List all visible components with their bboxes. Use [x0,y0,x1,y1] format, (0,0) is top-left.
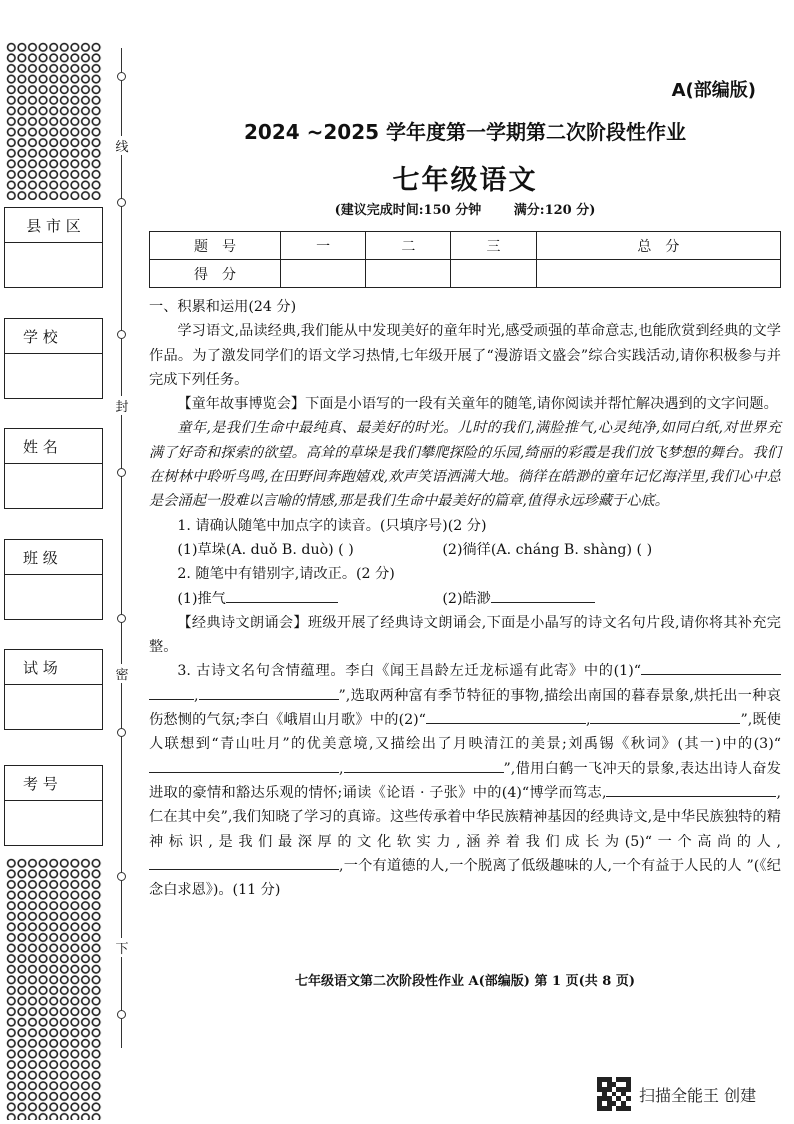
seal-char: 封 [114,396,130,415]
name-label: 姓 名 [5,429,102,464]
task-2-intro: 【经典诗文朗诵会】班级开展了经典诗文朗诵会,下面是小晶写的诗文名句片段,请你将其补充完整。 [149,614,781,656]
school-field[interactable] [4,318,103,399]
seal-circle [117,468,126,477]
county-field[interactable] [4,207,103,288]
score-cell[interactable] [366,260,451,288]
exam-number-field[interactable] [4,765,103,846]
question-3: 3. 古诗文名句含情蕴理。李白《闻王昌龄左迁龙标遥有此寄》中的(1)“, ”,选取两种富有季节特征的事物,描绘出南国的暮春景象,烘托出一种哀伤愁恻的气氛;李白《峨眉山月歌》中的(2)“ , ”,既使人联想到“青山吐月”的优美意境,又描绘出了月映清江的美景;刘禹锡《秋词》(其一)中的(3)“, ”,借用白鹤一飞冲天的景象,表达出诗人奋发进取的豪情和豁达乐观的情怀;诵读《论语 · 子张》中的(4)“博学而笃志, ,仁在其中矣”,我们知晓了学习的真谛。这些传承着中华民族精神基因的经典诗文,是中华民族独特的精神标识,是我们最深厚的文化软实力,涵养着我们成长为(5)“一个高尚的人,,一个有道德的人,一个脱离了低级趣味的人,一个有益于人民的人 ”(《纪念白求恩》)。(11 分) [149,659,781,902]
answer-blank[interactable] [606,782,776,797]
score-table-header: 总 分 [536,232,780,260]
section-1 [149,295,781,902]
seal-circle [117,1010,126,1019]
answer-blank[interactable] [149,758,339,773]
score-table-header-row [150,232,781,260]
school-label: 学 校 [5,319,102,354]
seal-circle [117,872,126,881]
score-table-header: 二 [366,232,451,260]
section-heading: 一、积累和运用(24 分) [149,299,297,315]
section-intro: 学习语文,品读经典,我们能从中发现美好的童年时光,感受顽强的革命意志,也能欣赏到经典的文学作品。为了激发同学们的语文学习热情,七年级开展了“漫游语文盛会”综合实践活动,请你积极参与并完成下列任务。 [149,323,781,388]
childhood-essay: 童年,是我们生命中最纯真、最美好的时光。儿时的我们,满脸推气,心灵纯净,如同白纸,对世界充满了好奇和探索的欲望。高耸的草垛是我们攀爬探险的乐园,绮丽的彩霞是我们放飞梦想的舞台。我们在树林中聆听鸟鸣,在田野间奔跑嬉戏,欢声笑语洒满大地。徜徉在皓渺的童年记忆海洋里,我们心中总是会涌起一股难以言喻的情感,那是我们生命中最美好的篇章,值得永远珍藏于心底。 [149,420,781,510]
score-hint: 满分:120 分) [513,203,596,218]
answer-blank[interactable] [199,685,339,700]
time-info [150,199,780,218]
task-1-intro: 【童年故事博览会】下面是小语写的一段有关童年的随笔,请你阅读并帮忙解决遇到的文字问题。 [177,396,778,413]
score-cell[interactable] [536,260,780,288]
exam-title: 2024 ~2025 学年度第一学期第二次阶段性作业 [243,120,686,144]
seal-char: 下 [114,938,130,957]
answer-blank[interactable] [426,709,586,724]
question-1: 1. 请确认随笔中加点字的读音。(只填序号)(2 分) [177,517,487,534]
subject-title: 七年级语文 [392,165,538,196]
seal-circle [117,614,126,623]
score-table-row [150,260,781,288]
exam-room-field[interactable] [4,649,103,730]
score-cell[interactable] [451,260,536,288]
question-2-part-a: (1)推气 [177,590,226,607]
question-1-options [149,538,781,562]
edition-label: A(部编版) [671,80,756,101]
exam-room-label: 试 场 [5,650,102,685]
answer-blank[interactable] [641,660,781,675]
answer-blank[interactable] [344,758,504,773]
time-hint: (建议完成时间:150 分钟 [334,203,482,218]
score-table-header: 题 号 [150,232,281,260]
question-2-part-b: (2)皓渺 [442,590,491,607]
scanner-watermark [597,1077,756,1111]
scanner-text: 扫描全能王 创建 [639,1085,757,1105]
class-input[interactable] [5,575,102,619]
answer-blank[interactable] [149,685,194,700]
score-cell[interactable] [281,260,366,288]
county-label: 县 市 区 [5,208,102,243]
score-table [149,231,781,288]
question-1-part-a[interactable]: (1)草垛(A. duǒ B. duò) ( ) [177,541,354,558]
score-table-header: 三 [451,232,536,260]
exam-number-label: 考 号 [5,766,102,801]
name-input[interactable] [5,464,102,508]
class-field[interactable] [4,539,103,620]
score-row-label: 得 分 [150,260,281,288]
seal-circle [117,728,126,737]
binding-hole-pattern [6,42,102,200]
name-field[interactable] [4,428,103,509]
class-label: 班 级 [5,540,102,575]
seal-circle [117,198,126,207]
qr-code-icon [597,1077,631,1111]
county-input[interactable] [5,243,102,287]
answer-blank[interactable] [149,855,339,870]
seal-circle [117,330,126,339]
school-input[interactable] [5,354,102,398]
seal-circle [117,72,126,81]
answer-blank[interactable] [491,588,595,603]
question-2: 2. 随笔中有错别字,请改正。(2 分) [177,566,395,583]
exam-room-input[interactable] [5,685,102,729]
answer-blank[interactable] [590,709,740,724]
page-footer: 七年级语文第二次阶段性作业 A(部编版) 第 1 页(共 8 页) [295,974,635,989]
answer-blank[interactable] [226,588,338,603]
binding-hole-pattern [6,858,102,1120]
seal-char: 密 [114,664,130,683]
question-1-part-b[interactable]: (2)徜徉(A. cháng B. shàng) ( ) [442,541,653,558]
score-table-header: 一 [281,232,366,260]
exam-number-input[interactable] [5,801,102,845]
question-2-options [149,587,781,611]
seal-char: 线 [114,136,130,155]
